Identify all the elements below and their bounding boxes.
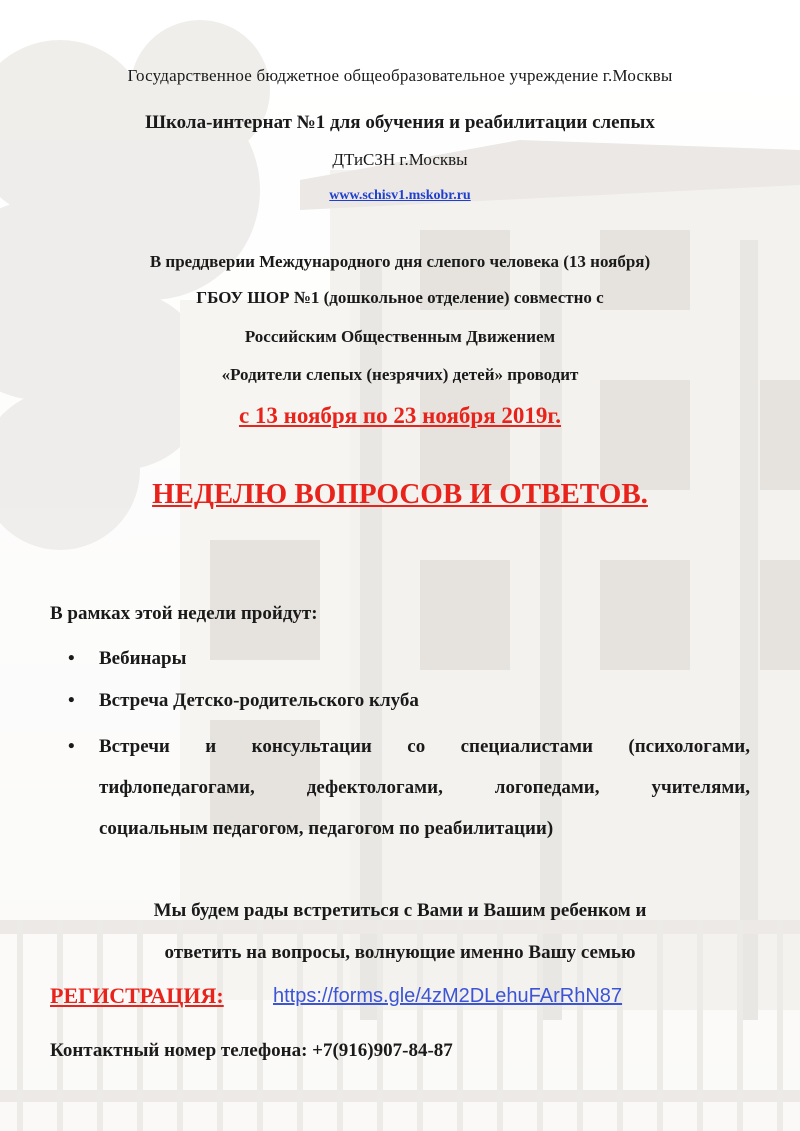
program-item-consultations-line-3: социальным педагогом, педагогом по реабилитации) bbox=[99, 818, 554, 839]
intro-line-3: Российским Общественным Движением bbox=[244, 327, 556, 346]
event-title: НЕДЕЛЮ ВОПРОСОВ И ОТВЕТОВ. bbox=[152, 478, 648, 510]
registration-label: РЕГИСТРАЦИЯ: bbox=[50, 983, 224, 1008]
contact-phone: Контактный номер телефона: +7(916)907-84-87 bbox=[50, 1040, 453, 1061]
program-item-webinars: Вебинары bbox=[99, 648, 187, 669]
school-name: Школа-интернат №1 для обучения и реабилитации слепых bbox=[145, 112, 655, 133]
registration-link[interactable]: https://forms.gle/4zM2DLehuFArRhN87 bbox=[273, 985, 623, 1007]
event-dates: с 13 ноября по 23 ноября 2019г. bbox=[238, 403, 562, 428]
intro-line-1: В преддверии Международного дня слепого человека (13 ноября) bbox=[149, 252, 651, 271]
intro-line-4: «Родители слепых (незрячих) детей» проводит bbox=[221, 365, 579, 384]
intro-line-2: ГБОУ ШОР №1 (дошкольное отделение) совместно с bbox=[196, 288, 604, 307]
bullet-icon: • bbox=[68, 690, 75, 711]
website-link[interactable]: www.schisv1.mskobr.ru bbox=[329, 188, 471, 203]
department-line: ДТиСЗН г.Москвы bbox=[332, 150, 468, 169]
closing-line-1: Мы будем рады встретиться с Вами и Вашим ребенком и bbox=[153, 900, 647, 921]
program-item-consultations-line-1: Встречи и консультации со специалистами (психологами, bbox=[99, 736, 750, 757]
program-item-club: Встреча Детско-родительского клуба bbox=[99, 690, 419, 711]
organization-line: Государственное бюджетное общеобразовательное учреждение г.Москвы bbox=[127, 66, 673, 85]
bullet-icon: • bbox=[68, 648, 75, 669]
bullet-icon: • bbox=[68, 736, 75, 757]
closing-line-2: ответить на вопросы, волнующие именно Вашу семью bbox=[164, 942, 636, 963]
program-heading: В рамках этой недели пройдут: bbox=[50, 603, 318, 624]
program-item-consultations-line-2: тифлопедагогами, дефектологами, логопедами, учителями, bbox=[99, 777, 750, 798]
website-line bbox=[0, 188, 800, 204]
